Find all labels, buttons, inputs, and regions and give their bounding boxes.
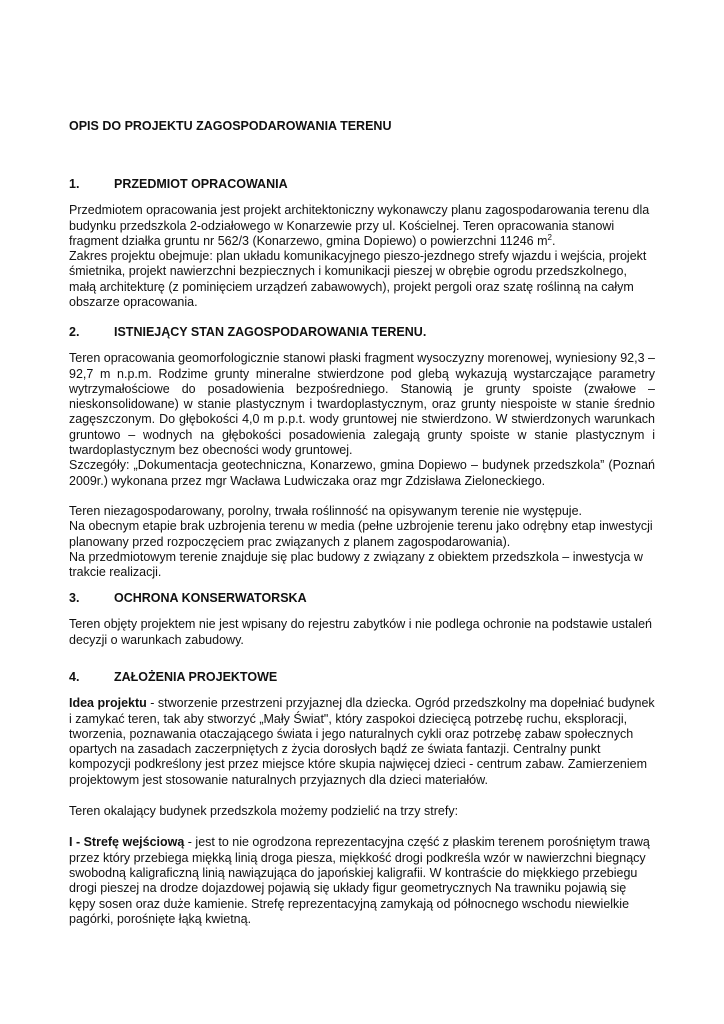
section-title: ISTNIEJĄCY STAN ZAGOSPODAROWANIA TERENU. (114, 325, 427, 339)
paragraph: Na przedmiotowym terenie znajduje się plac budowy z związany z obiektem przedszkola – inwestycja w trakcie realizacji. (69, 549, 643, 580)
section-heading (69, 670, 655, 685)
paragraph: Na obecnym etapie brak uzbrojenia terenu w media (pełne uzbrojenie terenu jako odrębny etap inwestycji planowany przed rozpoczęciem prac związanych z planem zagospodarowania). (69, 519, 653, 549)
document-title: OPIS DO PROJEKTU ZAGOSPODAROWANIA TERENU (69, 119, 392, 133)
paragraph (69, 835, 655, 927)
section-3 (69, 591, 655, 648)
superscript: 2 (547, 232, 552, 242)
section-title: PRZEDMIOT OPRACOWANIA (114, 177, 288, 191)
paragraph (69, 696, 655, 788)
section-title: ZAŁOŻENIA PROJEKTOWE (114, 670, 278, 684)
paragraph: Teren objęty projektem nie jest wpisany do rejestru zabytków i nie podlega ochronie na podstawie ustaleń decyzji o warunkach zabudowy. (69, 617, 652, 647)
paragraph-text: . (551, 233, 556, 248)
section-number: 3. (69, 591, 80, 605)
section-1 (69, 177, 655, 310)
section-number: 4. (69, 670, 80, 684)
section-4 (69, 670, 655, 927)
section-heading (69, 177, 655, 192)
paragraph-text: - jest to nie ogrodzona reprezentacyjna część z płaskim terenem porośniętym trawą przez który przebiega miękką linią droga piesza, miękkość drogi podkreśla wzór w nawierzchni biegnący swobodną kaligraficzną linią nawiązująca do japońskiej kaligrafii. W kontraście do miękkiego przebiegu drogi pieszej na drodze dojazdowej pojawią się układy figur geometrycznych Na trawniku pojawią się kępy sosen oraz duże kamienie. Strefę reprezentacyjną zamykają od północnego wschodu niewielkie pagórki, porośnięte łąką kwietną. (69, 835, 650, 926)
paragraph (69, 203, 655, 249)
section-number: 2. (69, 325, 80, 339)
bold-lead: I - Strefę wejściową (69, 835, 185, 850)
paragraph: Zakres projektu obejmuje: plan układu komunikacyjnego pieszo-jezdnego strefy wjazdu i wejścia, projekt śmietnika, projekt nawierzchni bezpiecznych i komunikacji pieszej w obrębie ogrodu przedszkolnego, małą architekturę (z pominięciem urządzeń zabawowych), projekt pergoli oraz szatę roślinną na całym obszarze opracowania. (69, 249, 647, 310)
paragraph-text: Przedmiotem opracowania jest projekt architektoniczny wykonawczy planu zagospodarowania terenu dla budynku przedszkola 2-odziałowego w Konarzewie przy ul. Kościelnej. Teren opracowania stanowi fragment działka gruntu nr 562/3 (Konarzewo, gmina Dopiewo) o powierzchni 11246 m (69, 203, 650, 248)
paragraph-text: - stworzenie przestrzeni przyjaznej dla dziecka. Ogród przedszkolny ma dopełniać budynek i zamykać teren, tak aby stworzyć „Mały Świat", który zaspokoi dziecięcą potrzebę ruchu, eksploracji, tworzenia, poznawania otaczającego świata i jego naturalnych cykli oraz potrzebę zabaw społecznych opartych na zasadach zaczerpniętych z życia dorosłych bądź ze świata fantazji. Centralny punkt kompozycji podkreślony jest przez miejsce które skupia najwięcej dzieci - centrum zabaw. Zamierzeniem projektowym jest stosowanie naturalnych przyjaznych dla dzieci materiałów. (69, 696, 655, 787)
paragraph: Szczegóły: „Dokumentacja geotechniczna, Konarzewo, gmina Dopiewo – budynek przedszkola” (Poznań 2009r.) wykonana przez mgr Wacława Ludwiczaka oraz mgr Zdzisława Zieloneckiego. (69, 458, 655, 488)
paragraph: Teren niezagospodarowany, porolny, trwała roślinność na opisywanym terenie nie występuje. (69, 503, 583, 518)
paragraph: Teren opracowania geomorfologicznie stanowi płaski fragment wysoczyzny morenowej, wyniesiony 92,3 – 92,7 m n.p.m. Rodzime grunty mineralne stwierdzone pod glebą wykazują wystarczające parametry wytrzymałościowe do posadowienia bezpośredniego. Stanowią je grunty spoiste (zwałowe – nieskonsolidowane) w stanie plastycznym i twardoplastycznym, oraz grunty niespoiste w stanie średnio zagęszczonym. Do głębokości 4,0 m p.p.t. wody gruntowej nie stwierdzono. W stwierdzonych warunkach gruntowo – wodnych na głębokości posadowienia zalegają grunty spoiste w stanie plastycznym i twardoplastycznym bez obecności wody gruntowej. (69, 351, 655, 458)
section-heading (69, 325, 655, 340)
section-heading (69, 591, 655, 606)
paragraph: Teren okalający budynek przedszkola możemy podzielić na trzy strefy: (69, 804, 459, 819)
section-2 (69, 325, 655, 580)
section-title: OCHRONA KONSERWATORSKA (114, 591, 307, 605)
bold-lead: Idea projektu (69, 696, 147, 711)
section-number: 1. (69, 177, 80, 191)
